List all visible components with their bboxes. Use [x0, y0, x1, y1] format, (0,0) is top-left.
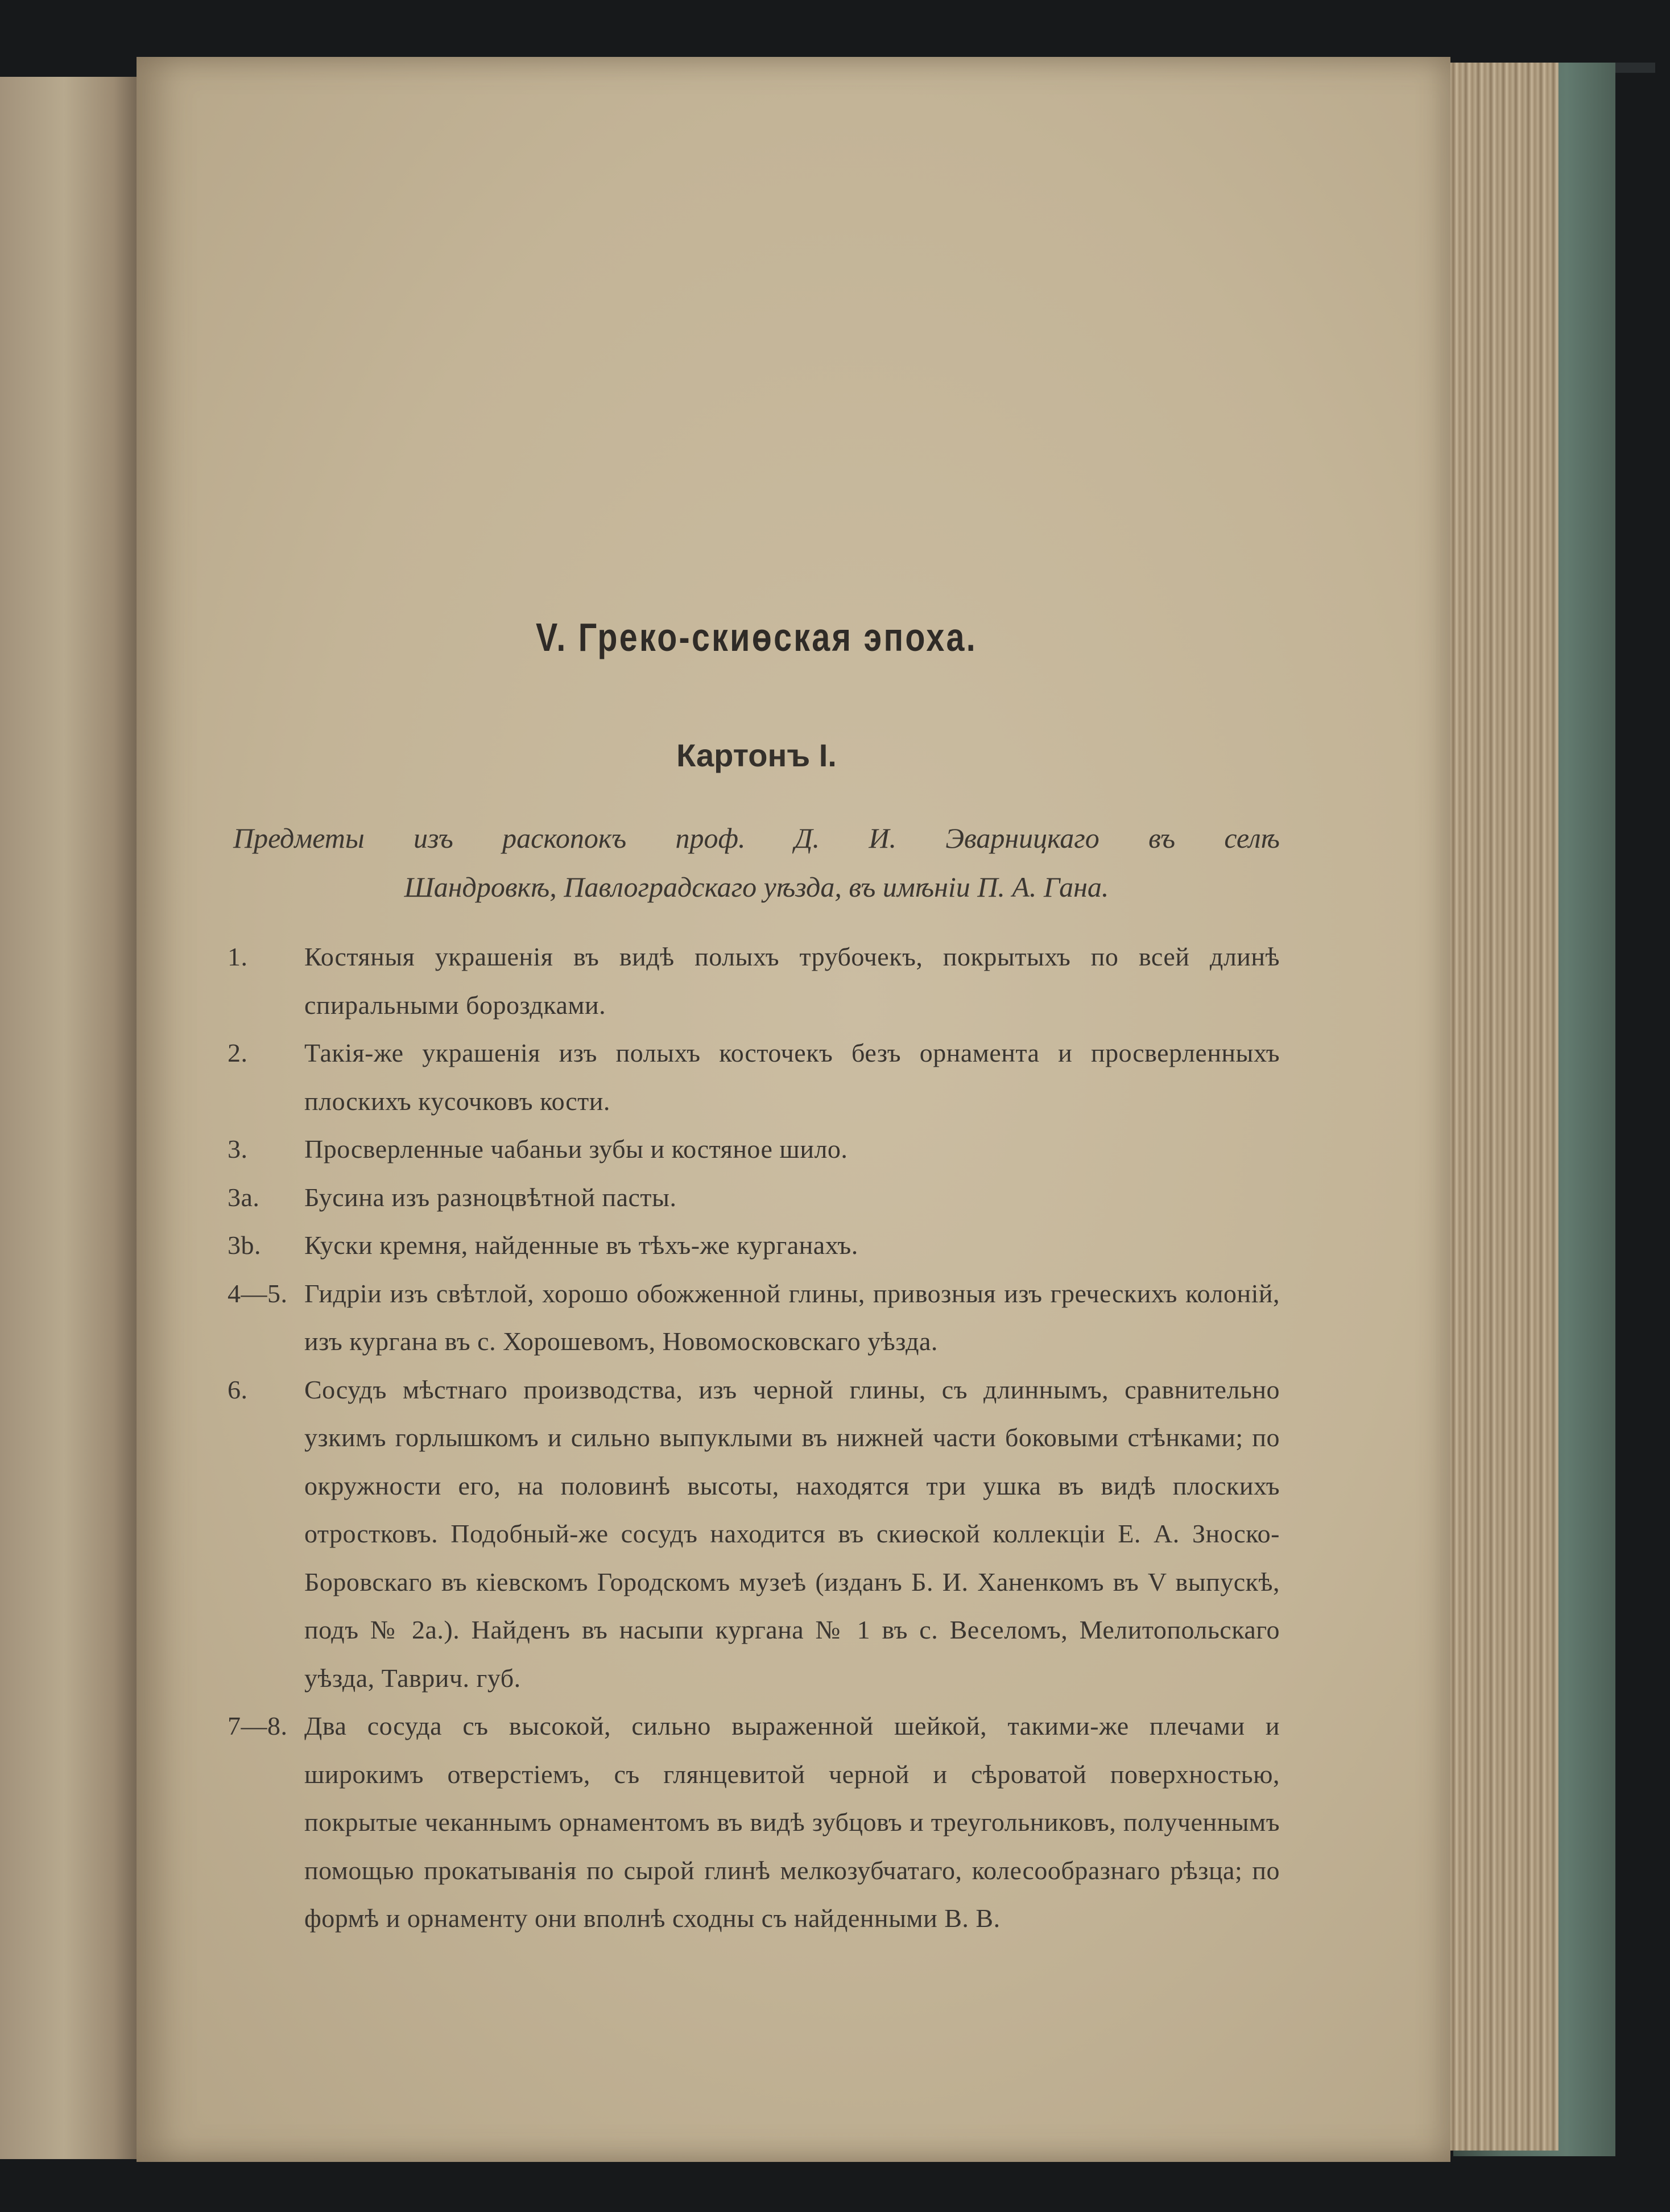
list-item — [228, 1174, 1280, 1222]
item-number: 1. — [228, 942, 248, 971]
list-item — [228, 1270, 1280, 1366]
item-number: 3. — [228, 1134, 248, 1163]
item-text: Сосудъ мѣстнаго производства, изъ черной глины, съ длиннымъ, сравнительно узкимъ горлышкомъ и сильно выпуклыми въ нижней части боковыми стѣнками; по окружности его, на половинѣ высоты, находятся три ушка въ видѣ плоскихъ отростковъ. Подобный-же сосудъ находится въ скиөской коллекціи Е. А. Зноско-Боровскаго въ кіевскомъ Городскомъ музеѣ (изданъ Б. И. Ханенкомъ въ V выпускѣ, подъ № 2a.). Найденъ въ насыпи кургана № 1 въ с. Веселомъ, Мелитопольскаго уѣзда, Таврич. губ. — [304, 1375, 1280, 1693]
item-number: 6. — [228, 1375, 248, 1404]
item-text: Куски кремня, найденные въ тѣхъ-же курганахъ. — [304, 1231, 858, 1260]
list-item — [228, 1702, 1280, 1943]
item-number: 4—5. — [228, 1278, 288, 1308]
chapter-title: V. Греко-скиөская эпоха. — [536, 615, 977, 659]
list-item — [228, 933, 1280, 1029]
subtitle-line-1: Предметы изъ раскопокъ проф. Д. И. Эварницкаго въ селѣ — [233, 822, 1280, 854]
subtitle-line-2: Шандровкѣ, Павлоградскаго уѣзда, въ имѣніи П. А. Гана. — [404, 871, 1109, 903]
item-number: 3a. — [228, 1182, 260, 1212]
list-item — [228, 1221, 1280, 1270]
item-text: Бусина изъ разноцвѣтной пасты. — [304, 1182, 677, 1212]
book-page — [137, 57, 1450, 2162]
left-page-edge — [0, 77, 142, 2159]
item-text: Костяныя украшенія въ видѣ полыхъ трубочекъ, покрытыхъ по всей длинѣ спиральными бороздками. — [304, 942, 1280, 1020]
item-text: Такія-же украшенія изъ полыхъ косточекъ безъ орнамента и просверленныхъ плоскихъ кусочковъ кости. — [304, 1038, 1280, 1116]
item-number: 7—8. — [228, 1711, 288, 1740]
list-item — [228, 1029, 1280, 1125]
item-text: Гидріи изъ свѣтлой, хорошо обожженной глины, привозныя изъ греческихъ колоній, изъ кургана въ с. Хорошевомъ, Новомосковскаго уѣзда. — [304, 1278, 1280, 1356]
carton-heading: Картонъ I. — [676, 737, 837, 773]
item-number: 3b. — [228, 1231, 261, 1260]
subtitle — [233, 814, 1280, 911]
list-item — [228, 1125, 1280, 1174]
item-text: Просверленные чабаньи зубы и костяное шило. — [304, 1134, 848, 1163]
list-item — [228, 1366, 1280, 1703]
item-list — [228, 933, 1280, 1943]
item-text: Два сосуда съ высокой, сильно выраженной шейкой, такими-же плечами и широкимъ отверстіемъ, съ глянцевитой черной и сѣроватой поверхностью, покрытые чеканнымъ орнаментомъ въ видѣ зубцовъ и треугольниковъ, полученнымъ помощью прокатыванія по сырой глинѣ мелкозубчатаго, колесообразнаго рѣзца; по формѣ и орнаменту они вполнѣ сходны съ найденными В. В. — [304, 1711, 1280, 1933]
item-number: 2. — [228, 1038, 248, 1067]
